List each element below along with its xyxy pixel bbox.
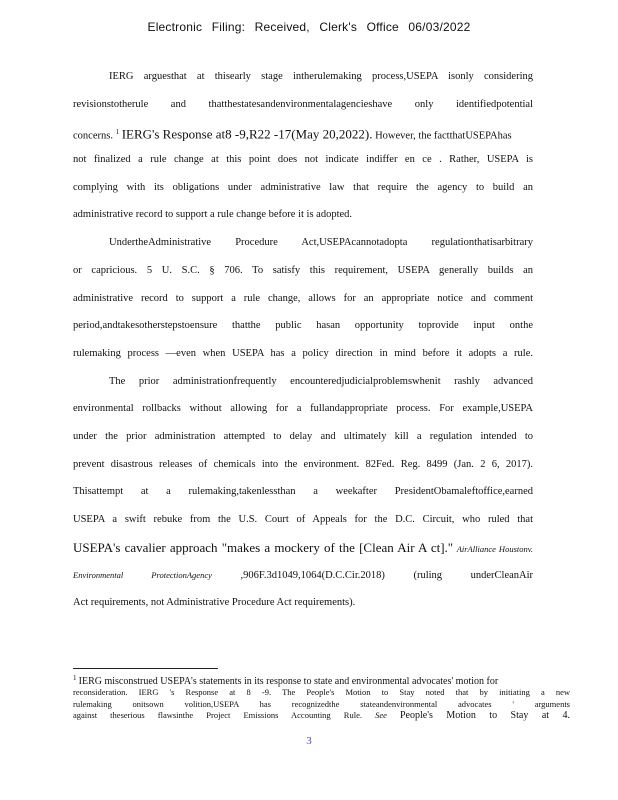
body-line (73, 596, 533, 624)
line-text: IERG arguesthat at thisearly stage intherulemaking process,USEPA isonly considering (109, 71, 533, 82)
body-line (73, 402, 533, 430)
line-text: UndertheAdministrative Procedure Act,USEPAcannotadopta regulationthatisarbitrary (109, 237, 533, 249)
body-line (73, 292, 533, 320)
line-text: period,andtakesotherstepstoensure thatthe public hasan opportunity toprovide input onthe (73, 320, 533, 332)
footnote-line-4-text: against theserious flawsinthe Project Emissions Accounting Rule. (73, 710, 362, 721)
line-text: or capricious. 5 U. S.C. § 706. To satisfy this requirement, USEPA generally builds an (73, 264, 533, 276)
body-text (73, 70, 533, 624)
footnote-divider (73, 668, 218, 669)
body-line (73, 98, 533, 126)
line-text: complying with its obligations under administrative law that require the agency to build an (73, 181, 533, 193)
line-text: prevent disastrous releases of chemicals into the environment. 82Fed. Reg. 8499 (Jan. 2 6, 2017). (73, 458, 533, 470)
body-line (73, 153, 533, 181)
line-text-tail: However, the factthatUSEPAhas (375, 130, 512, 142)
footnote-see-signal: See (375, 710, 387, 721)
footnote (73, 673, 570, 722)
page-number: 3 (306, 735, 312, 747)
body-line (73, 430, 533, 458)
body-line (73, 70, 533, 98)
line-text: environmental rollbacks without allowing for a fullandappropriate process. For example,USEPA (73, 403, 533, 415)
line-text: ,906F.3d1049,1064(D.C.Cir.2018) (ruling underCleanAir (240, 570, 534, 582)
citation-text: IERG's Response at8 -9,R22 -17(May 20,2022). (121, 126, 373, 142)
body-line (73, 347, 533, 375)
body-line (73, 375, 533, 403)
body-line (73, 513, 533, 541)
body-line (73, 541, 533, 569)
body-line (73, 264, 533, 292)
line-text: under the prior administration attempted to delay and ultimately kill a regulation intended to (73, 430, 533, 442)
line-text: rulemaking process —even when USEPA has a policy direction in mind before it adopts a rule. (73, 347, 533, 359)
body-line (73, 181, 533, 209)
body-line (73, 485, 533, 513)
footnote-reference: 1 (115, 128, 120, 137)
line-text: USEPA a swift rebuke from the U.S. Court of Appeals for the D.C. Circuit, who ruled that (73, 514, 533, 525)
body-line (73, 568, 533, 596)
line-text: not finalized a rule change at this point does not indicate indiffer en ce . Rather, USEPA is (73, 154, 533, 166)
footnote-line-2: reconsideration. IERG 's Response at 8 -9. The People's Motion to Stay noted that by initiating a new (73, 687, 570, 698)
line-text: The prior administrationfrequently encounteredjudicialproblemswhenit rashly advanced (109, 375, 533, 387)
line-text: Act requirements, not Administrative Procedure Act requirements). (73, 597, 356, 609)
case-name-italic: Environmental ProtectionAgency (73, 570, 212, 581)
footnote-line-4 (73, 710, 570, 722)
body-line (73, 236, 533, 264)
footnote-number: 1 (73, 674, 77, 682)
filing-header: Electronic Filing: Received, Clerk's Office 06/03/2022 (147, 20, 471, 34)
line-text: administrative record to support a rule change, allows for an appropriate notice and comment (73, 292, 533, 304)
line-text: concerns. (73, 130, 113, 142)
line-text: Thisattempt at a rulemaking,takenlessthan a weekafter PresidentObamaleftoffice,earned (73, 486, 533, 498)
body-line (73, 125, 533, 153)
quoted-text: USEPA's cavalier approach "makes a mockery of the [Clean Air A ct]." (73, 539, 454, 555)
line-text: revisionstotherule and thatthestatesandenvironmentalagencieshave only identifiedpotential (73, 98, 533, 110)
footnote-line-1: IERG misconstrued USEPA's statements in its response to state and environmental advocates' motion for (78, 675, 499, 687)
body-line (73, 458, 533, 486)
body-line (73, 319, 533, 347)
footnote-line-3: rulemaking onitsown volition,USEPA has recognizedthe stateandenvironmental advocates ' arguments (73, 698, 570, 709)
body-line (73, 208, 533, 236)
case-name-italic: AirAlliance Houstonv. (456, 543, 534, 554)
footnote-line-4-cite: People's Motion to Stay at 4. (399, 710, 571, 722)
line-text: administrative record to support a rule change before it is adopted. (73, 209, 353, 221)
